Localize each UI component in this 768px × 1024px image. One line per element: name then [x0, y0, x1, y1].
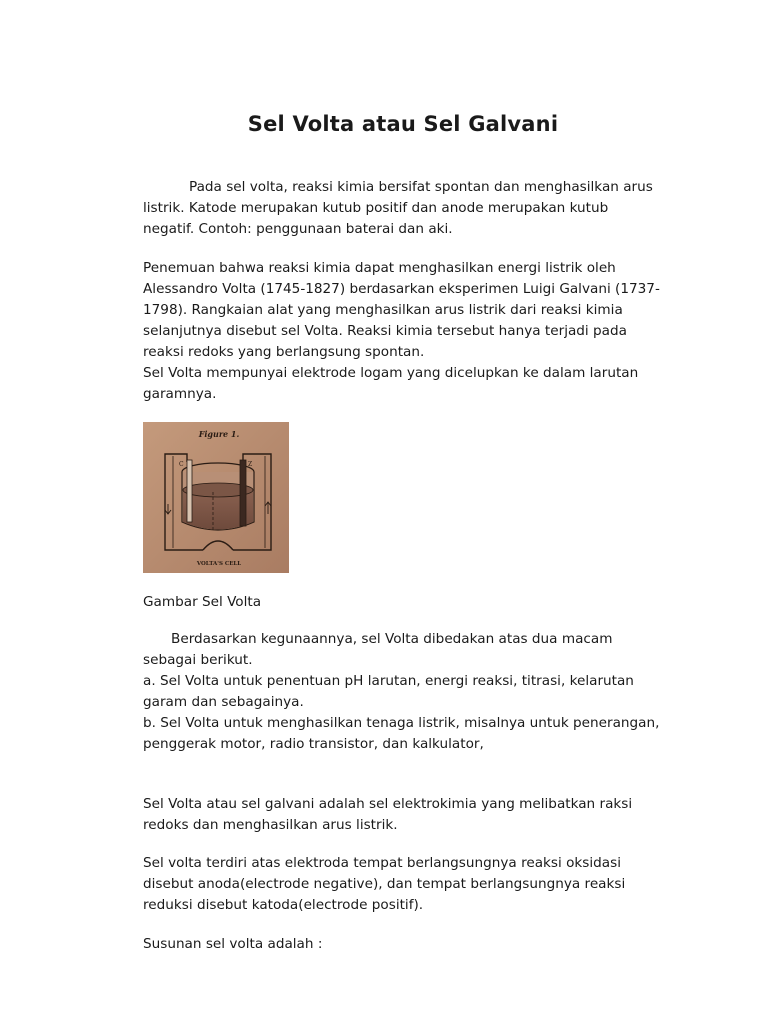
paragraph-discovery: Penemuan bahwa reaksi kimia dapat menghasilkan energi listrik oleh Alessandro Volta (1745-1827) berdasarkan eksperimen Luigi Galvani (1737-1798). Rangkaian alat yang menghasilkan arus listrik dari reaksi kimia selanjutnya disebut sel Volta. Reaksi kimia tersebut hanya terjadi pada reaksi redoks yang berlangsung spontan.: [143, 260, 660, 360]
electrode-label-c: C: [179, 461, 184, 468]
electrode-label-z: Z: [248, 461, 253, 468]
zinc-electrode: [240, 460, 246, 526]
figure-footer: VOLTA'S CELL: [196, 561, 242, 567]
list-item-a: a. Sel Volta untuk penentuan pH larutan, energi reaksi, titrasi, kelarutan garam dan sebagainya.: [143, 673, 634, 710]
paragraph-intro: Pada sel volta, reaksi kimia bersifat spontan dan menghasilkan arus listrik. Katode merupakan kutub positif dan anode merupakan kutub negatif. Contoh: penggunaan baterai dan aki.: [143, 179, 653, 237]
figure-heading: Figure 1.: [198, 429, 240, 439]
paragraph-definition: Sel Volta atau sel galvani adalah sel elektrokimia yang melibatkan raksi redoks dan menghasilkan arus listrik.: [143, 796, 633, 833]
list-item-b: b. Sel Volta untuk menghasilkan tenaga listrik, misalnya untuk penerangan, penggerak motor, radio transistor, dan kalkulator,: [143, 715, 660, 752]
page-title: Sel Volta atau Sel Galvani: [247, 112, 559, 136]
volta-cell-figure: [143, 422, 289, 573]
paragraph-usage: Berdasarkan kegunaannya, sel Volta dibedakan atas dua macam sebagai berikut.: [143, 631, 613, 668]
paragraph-electrode: Sel Volta mempunyai elektrode logam yang dicelupkan ke dalam larutan garamnya.: [143, 365, 639, 402]
paragraph-arrangement: Susunan sel volta adalah :: [143, 936, 323, 952]
paragraph-electrodes: Sel volta terdiri atas elektroda tempat berlangsungnya reaksi oksidasi disebut anoda(electrode negative), dan tempat berlangsungnya reaksi reduksi disebut katoda(electrode positif).: [143, 855, 626, 913]
figure-caption: Gambar Sel Volta: [143, 594, 262, 610]
copper-electrode: [187, 460, 192, 522]
